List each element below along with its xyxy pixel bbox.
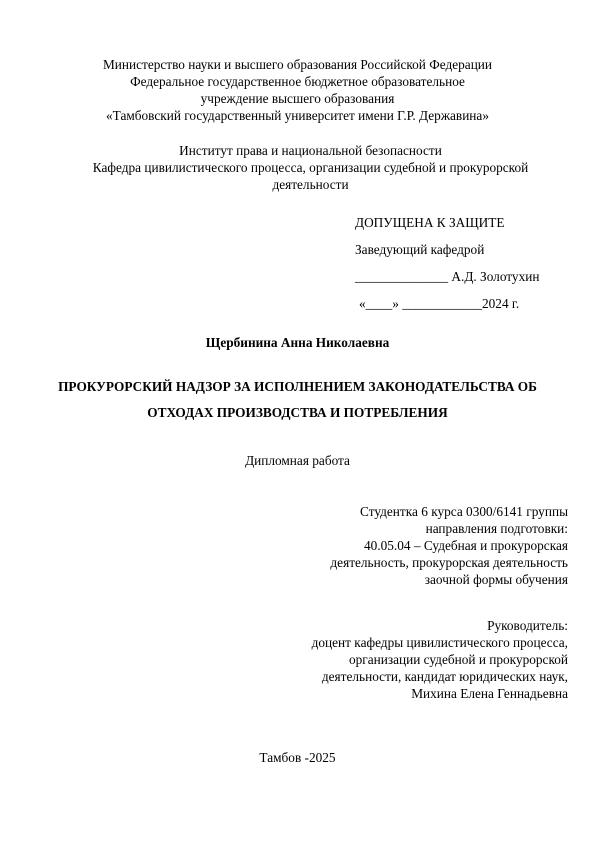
student-direction-code: 40.05.04 – Судебная и прокурорская — [364, 537, 568, 553]
institution-type-line: Федеральное государственное бюджетное образовательное — [130, 73, 465, 89]
approval-status: ДОПУЩЕНА К ЗАЩИТЕ — [355, 215, 505, 230]
institute-name: Институт права и национальной безопасности — [179, 143, 442, 158]
organization-header — [0, 57, 595, 125]
student-direction-label: направления подготовки: — [425, 520, 568, 536]
institution-type-line-2: учреждение высшего образования — [200, 90, 395, 106]
thesis-title — [50, 374, 545, 426]
author-name: Щербинина Анна Николаевна — [205, 335, 390, 350]
approval-signature-line: ______________ А.Д. Золотухин — [355, 269, 540, 284]
approval-date-line: «____» ____________2024 г. — [359, 296, 520, 311]
university-name: «Тамбовский государственный университет имени Г.Р. Державина» — [106, 107, 489, 123]
supervisor-position: доцент кафедры цивилистического процесса, — [311, 634, 568, 650]
approval-role: Заведующий кафедрой — [355, 242, 485, 257]
student-info — [330, 504, 568, 588]
ministry-line: Министерство науки и высшего образования Российской Федерации — [102, 57, 493, 72]
student-direction-name: деятельность, прокурорская деятельность — [330, 554, 568, 570]
department-name: Кафедра цивилистического процесса, организации судебной и прокурорской деятельности — [92, 159, 529, 192]
supervisor-label: Руководитель: — [487, 618, 568, 633]
student-course: Студентка 6 курса 0300/6141 группы — [360, 504, 568, 519]
supervisor-name: Михина Елена Геннадьевна — [411, 685, 568, 701]
institute-block — [70, 143, 551, 194]
supervisor-position-2: организации судебной и прокурорской — [348, 651, 568, 667]
city-year: Тамбов -2025 — [259, 750, 336, 765]
supervisor-degree: деятельности, кандидат юридических наук, — [321, 668, 568, 684]
approval-block — [355, 209, 539, 317]
supervisor-info — [312, 618, 568, 702]
work-type: Дипломная работа — [245, 453, 350, 468]
student-study-form: заочной формы обучения — [424, 571, 568, 587]
thesis-title-text: ПРОКУРОРСКИЙ НАДЗОР ЗА ИСПОЛНЕНИЕМ ЗАКОНОДАТЕЛЬСТВА ОБ ОТХОДАХ ПРОИЗВОДСТВА И ПОТРЕБЛЕНИЯ — [58, 379, 537, 420]
